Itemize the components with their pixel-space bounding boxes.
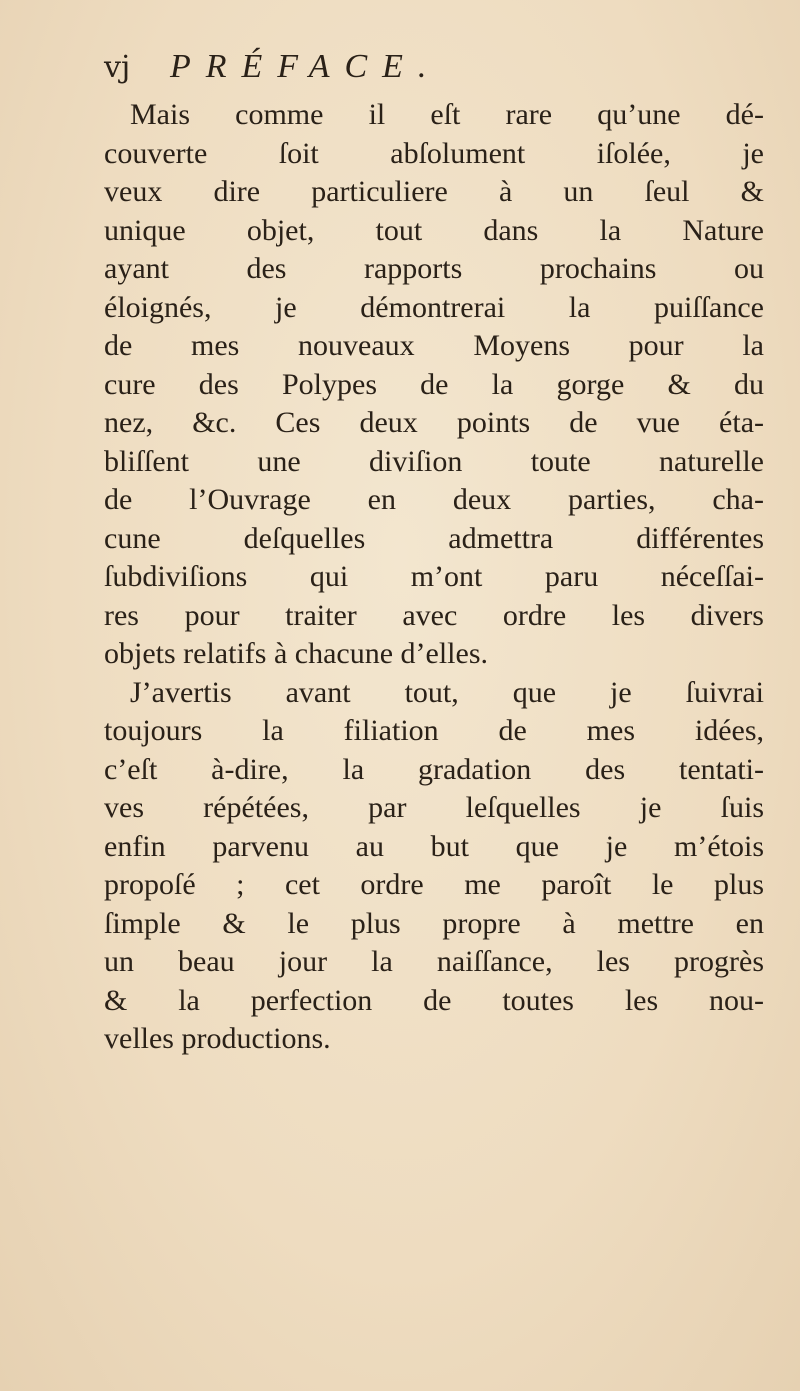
text-line: Mais comme il eſt rare qu’une dé- bbox=[130, 98, 764, 131]
text-line: c’eſt à-dire, la gradation des tentati- bbox=[104, 752, 764, 786]
text-line: ſimple & le plus propre à mettre en bbox=[104, 906, 764, 940]
body-text bbox=[104, 96, 764, 1059]
text-line: propoſé ; cet ordre me paroît le plus bbox=[104, 868, 764, 901]
text-line: velles productions. bbox=[104, 1022, 331, 1055]
text-line: J’avertis avant tout, que je ſuivrai bbox=[130, 675, 764, 709]
page-number: vj bbox=[104, 50, 131, 85]
text-line: bliſſent une diviſion toute naturelle bbox=[104, 444, 764, 478]
text-line: toujours la filiation de mes idées, bbox=[104, 714, 764, 747]
text-line: unique objet, tout dans la Nature bbox=[104, 213, 764, 247]
text-line: de l’Ouvrage en deux parties, cha- bbox=[104, 483, 764, 516]
text-line: & la perfection de toutes les nou- bbox=[104, 983, 764, 1017]
page-header bbox=[104, 48, 584, 92]
text-line: ayant des rapports prochains ou bbox=[104, 252, 764, 285]
running-title: PRÉFACE. bbox=[170, 48, 442, 85]
text-line: veux dire particuliere à un ſeul & bbox=[104, 175, 764, 208]
text-line: ves répétées, par leſquelles je ſuis bbox=[104, 791, 764, 824]
text-line: res pour traiter avec ordre les divers bbox=[104, 598, 764, 632]
text-line: ſubdiviſions qui m’ont paru néceſſai- bbox=[104, 560, 764, 593]
text-line: couverte ſoit abſolument iſolée, je bbox=[104, 136, 764, 170]
text-line: éloignés, je démontrerai la puiſſance bbox=[104, 290, 764, 324]
text-line: cune deſquelles admettra différentes bbox=[104, 521, 764, 555]
text-line: objets relatifs à chacune d’elles. bbox=[104, 637, 488, 670]
text-line: nez, &c. Ces deux points de vue éta- bbox=[104, 406, 764, 439]
text-line: un beau jour la naiſſance, les progrès bbox=[104, 945, 764, 978]
text-line: enfin parvenu au but que je m’étois bbox=[104, 829, 764, 863]
text-line: de mes nouveaux Moyens pour la bbox=[104, 329, 764, 362]
text-line: cure des Polypes de la gorge & du bbox=[104, 367, 764, 401]
